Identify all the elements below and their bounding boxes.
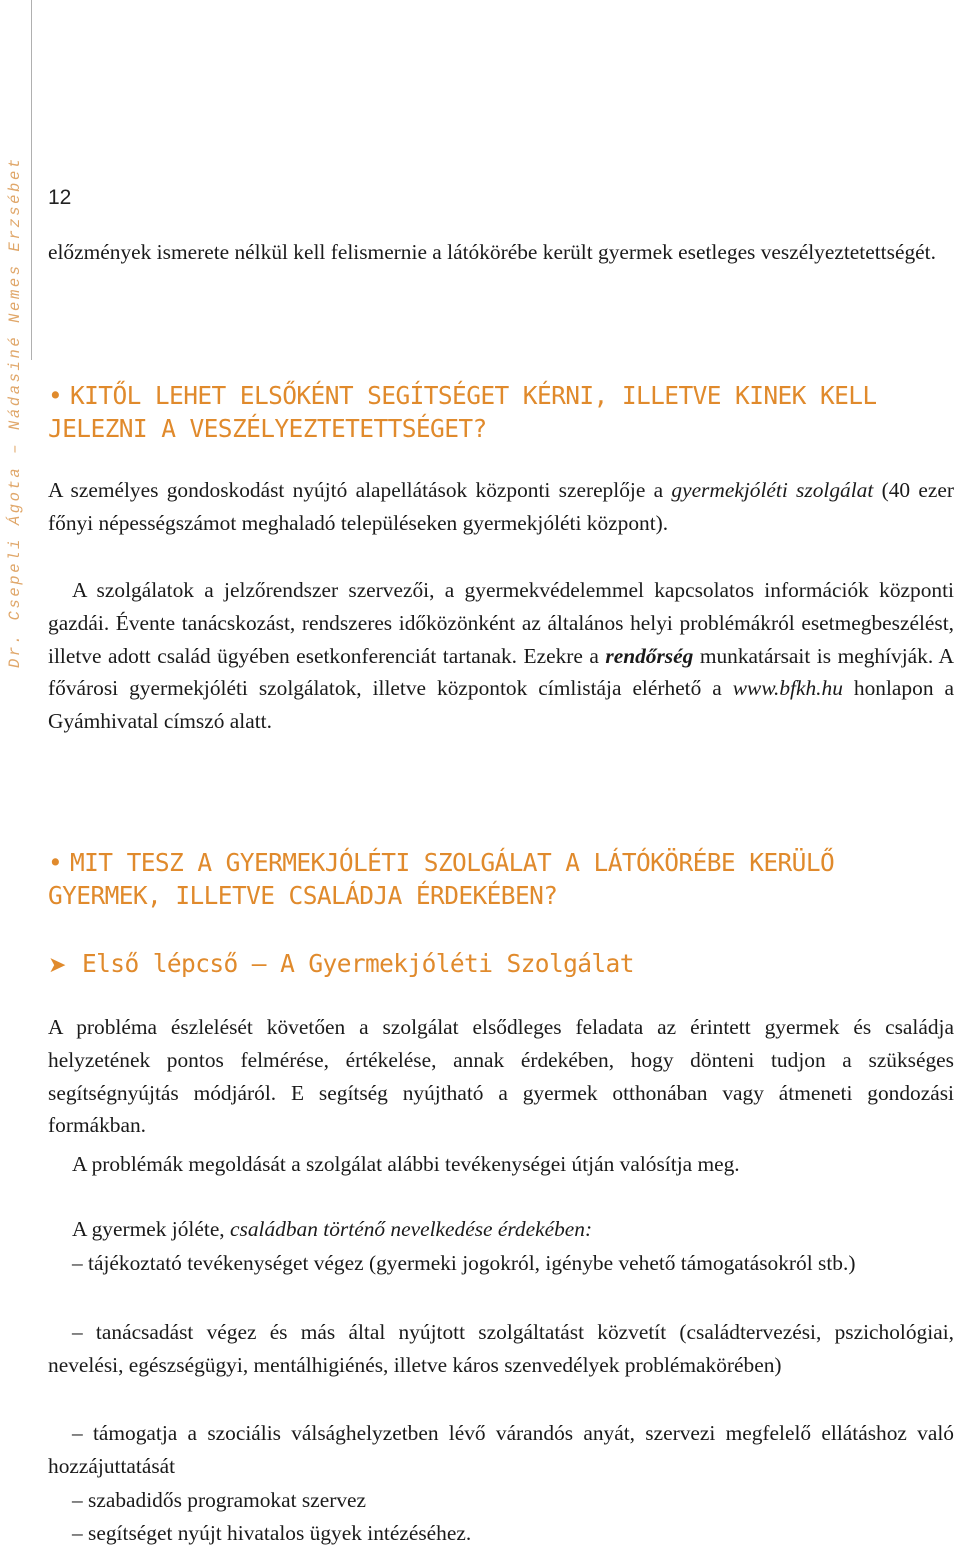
list-item-5: – segítséget nyújt hivatalos ügyek intézéséhez.: [72, 1521, 472, 1545]
website-link[interactable]: www.bfkh.hu: [732, 676, 843, 701]
list-item-3: – támogatja a szociális válsághelyzetben lévő várandós anyát, szervezi megfelelő ellátáshoz való hozzájuttatását: [48, 1421, 954, 1478]
sub-heading-text: Első lépcső – A Gyermekjóléti Szolgálat: [82, 949, 634, 978]
text-run: A gyermek jóléte,: [72, 1217, 231, 1241]
section-heading-1: [48, 379, 948, 445]
section1-paragraph-1: [48, 474, 954, 540]
text-run: (40 ezer főnyi népességszámot meghaladó településeken gyermekjóléti központ).: [48, 478, 954, 535]
section-heading-2-text: MIT TESZ A GYERMEKJÓLÉTI SZOLGÁLAT A LÁTÓKÖRÉBE KERÜLŐ GYERMEK, ILLETVE CSALÁDJA ÉRDEKÉBEN?: [48, 848, 835, 910]
section2-paragraph-2: A problémák megoldását a szolgálat alábbi tevékenységei útján valósítja meg.: [72, 1152, 740, 1176]
running-author-header: Dr. Csepeli Ágota – Nádasiné Nemes Erzsébet: [6, 156, 24, 668]
text-run: honlapon a Gyámhivatal címszó alatt.: [48, 676, 954, 734]
emphasis-list-intro: családban történő nevelkedése érdekében:: [230, 1217, 593, 1241]
section2-paragraph-1: A probléma észlelését követően a szolgálat elsődleges feladata az érintett gyermek és családja helyzetének pontos felmérése, értékelése, annak érdekében, hogy dönteni tudjon a szükséges segítségnyújtás módjáról. E segítség nyújtható a gyermek otthonában vagy átmeneti gondozási formákban.: [48, 1015, 954, 1138]
list-item-2: – tanácsadást végez és más által nyújtott szolgáltatást közvetít (családtervezési, pszichológiai, nevelési, egészségügyi, mentálhigiénés, illetve káros szenvedélyek problémakörében): [48, 1320, 954, 1377]
text-run: A személyes gondoskodást nyújtó alapellátások központi szereplője a: [48, 478, 672, 502]
section1-paragraph-2: [48, 574, 954, 738]
bullet-icon: •: [48, 381, 63, 410]
bullet-icon: •: [48, 848, 63, 877]
margin-rule: [31, 0, 32, 360]
sub-heading: [48, 947, 948, 983]
section-heading-1-text: KITŐL LEHET ELSŐKÉNT SEGÍTSÉGET KÉRNI, ILLETVE KINEK KELL JELEZNI A VESZÉLYEZTETETTSÉGET?: [48, 381, 877, 443]
list-item-4: – szabadidős programokat szervez: [72, 1488, 367, 1512]
emphasis-rendorseg: rendőrség: [605, 643, 694, 668]
list-intro: [48, 1213, 954, 1246]
emphasis-gyermekjoleti-szolgalat: gyermekjóléti szolgálat: [671, 478, 874, 502]
page-number: 12: [48, 186, 72, 209]
text-run: A szolgálatok a jelzőrendszer szervezői, a gyermekvédelemmel kapcsolatos információk központi gazdái. Évente tanácskozást, rendszeres időközönként az általános helyi problémákról esetmegbeszélést, illetve adott család ügyében esetkonferenciát tartanak. Ezekre a: [48, 578, 954, 668]
list-item-1: – tájékoztató tevékenységet végez (gyermeki jogokról, igénybe vehető támogatásokról stb.): [72, 1251, 856, 1275]
text-run: munkatársait is meghívják. A fővárosi gyermekjóléti szolgálatok, illetve központok címlistája elérhető a: [48, 643, 954, 701]
arrow-icon: ➤: [48, 953, 66, 978]
intro-paragraph: előzmények ismerete nélkül kell felismernie a látókörébe került gyermek esetleges veszélyeztetettségét.: [48, 240, 936, 264]
section-heading-2: [48, 846, 948, 912]
